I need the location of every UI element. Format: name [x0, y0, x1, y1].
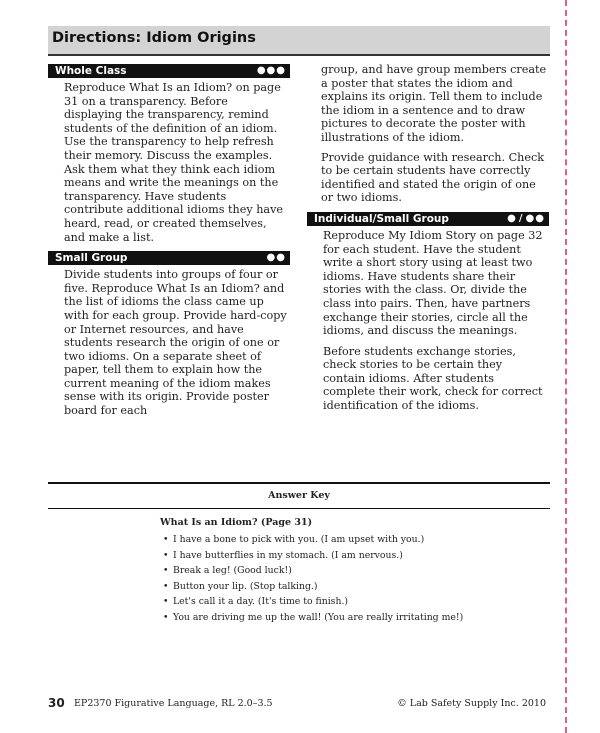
- level-dots-icon: [507, 212, 545, 226]
- answer-text: I have a bone to pick with you. (I am upset with you.): [173, 534, 425, 545]
- section-label: Whole Class: [55, 65, 127, 77]
- list-item: [163, 579, 463, 595]
- individual-paragraph: Reproduce My Idiom Story on page 32 for each student. Have the student write a short story using at least two idioms. Have students share their stories with the class. Or, divide the class into pairs. Then, have partners exchange their stories, circle all the idioms, and discuss the meanings.: [323, 228, 543, 338]
- answer-text: I have butterflies in my stomach. (I am nervous.): [173, 549, 403, 561]
- bullet-icon: •: [163, 580, 169, 592]
- answer-key-title: Answer Key: [268, 490, 330, 501]
- answer-key-rule-bottom: [48, 508, 550, 509]
- dot-left: ●: [507, 212, 517, 224]
- page-title: Directions: Idiom Origins: [52, 30, 256, 46]
- list-item: [163, 610, 463, 626]
- whole-class-paragraph: Reproduce What Is an Idiom? on page 31 on a transparency. Before displaying the transparency, remind students of the definition of an idiom. Use the transparency to help refresh their memory. Discuss the examples. Ask them what they think each idiom means and write the meanings on the transparency. Have students contribute additional idioms they have heard, read, or created themselves, and make a list.: [64, 81, 284, 244]
- answer-text: You are driving me up the wall! (You are really irritating me!): [173, 611, 464, 623]
- cut-line: [565, 0, 567, 733]
- answer-key-list: [163, 532, 463, 626]
- bullet-icon: •: [163, 549, 169, 561]
- course-code: EP2370 Figurative Language, RL 2.0–3.5: [74, 698, 273, 709]
- left-column: [48, 64, 290, 425]
- dot-separator: /: [518, 212, 524, 224]
- list-item: [163, 594, 463, 610]
- section-header-individual-small-group: [307, 212, 549, 226]
- individual-check-paragraph: Before students exchange stories, check stories to be certain they contain idioms. After students complete their work, check for correct identification of the idioms.: [323, 344, 543, 413]
- section-label: Individual/Small Group: [314, 212, 449, 225]
- small-group-paragraph-continued: group, and have group members create a poster that states the idiom and explains its origin. Tell them to include the idiom in a sentence and to draw pictures to decorate the poster with illustrations of the idiom.: [321, 63, 547, 144]
- page-footer: [48, 698, 550, 712]
- section-header-small-group: [48, 251, 290, 265]
- section-header-whole-class: [48, 64, 290, 78]
- list-item: [163, 563, 463, 579]
- list-item: [163, 532, 463, 548]
- bullet-icon: •: [163, 534, 169, 545]
- answer-key-rule-top: [48, 482, 550, 484]
- right-column: [307, 64, 549, 420]
- small-group-paragraph: Divide students into groups of four or five. Reproduce What Is an Idiom? and the list of idioms the class came up with for each group. Provide hard-copy or Internet resources, and have students research the origin of one or two idioms. On a separate sheet of paper, tell them to explain how the current meaning of the idiom makes sense with its origin. Provide poster board for each: [64, 268, 287, 418]
- answer-key-subtitle: What Is an Idiom? (Page 31): [160, 517, 313, 528]
- page-number: 30: [48, 696, 65, 710]
- section-label: Small Group: [55, 252, 128, 265]
- copyright: © Lab Safety Supply Inc. 2010: [397, 698, 546, 709]
- level-dots-icon: ●●: [266, 252, 286, 264]
- answer-text: Button your lip. (Stop talking.): [173, 580, 318, 592]
- small-group-guidance-paragraph: Provide guidance with research. Check to be certain students have correctly identified and stated the origin of one or two idioms.: [321, 150, 545, 205]
- answer-text: Break a leg! (Good luck!): [173, 565, 292, 577]
- level-dots-icon: ●●●: [256, 65, 286, 76]
- answer-text: Let's call it a day. (It's time to finish.): [173, 596, 349, 608]
- bullet-icon: •: [163, 611, 169, 623]
- list-item: [163, 548, 463, 564]
- title-bar: [48, 26, 550, 56]
- dot-right: ●●: [525, 212, 545, 224]
- bullet-icon: •: [163, 596, 169, 608]
- bullet-icon: •: [163, 565, 169, 577]
